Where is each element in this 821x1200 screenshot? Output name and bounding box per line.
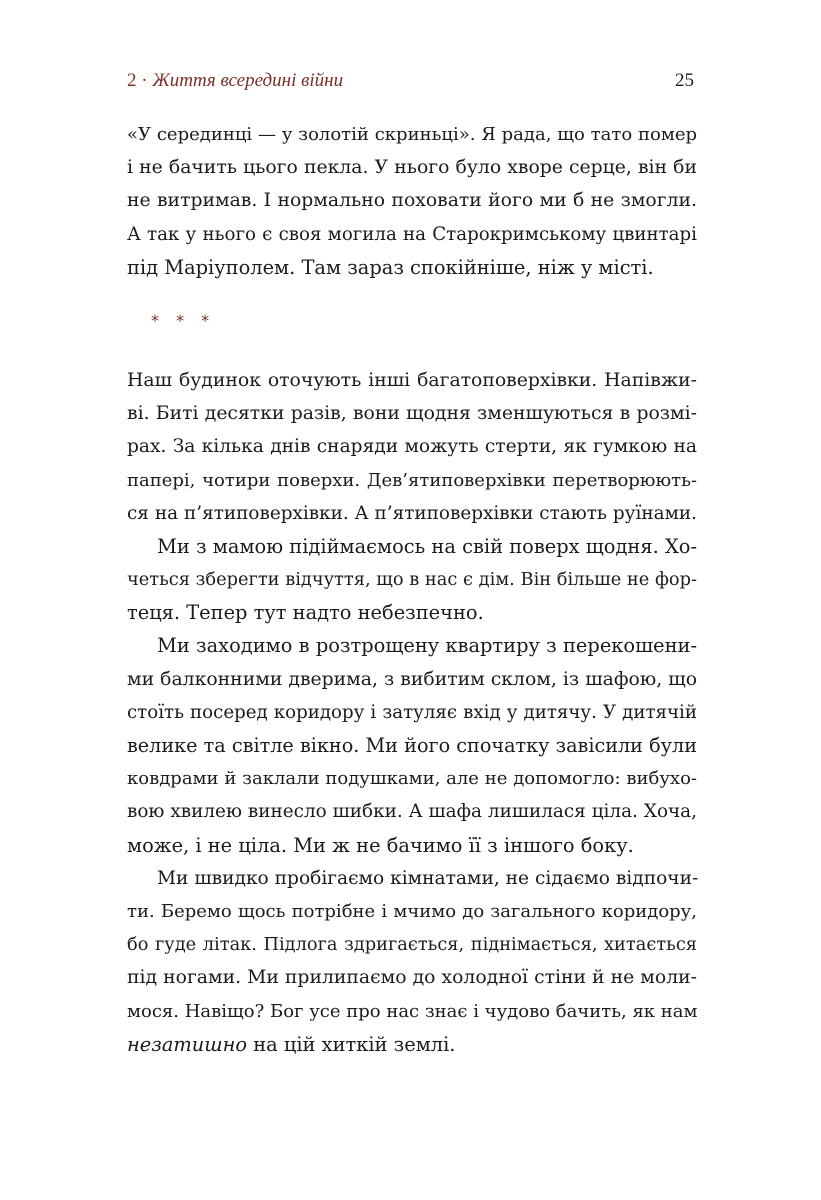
text-line: мося. Навіщо? Бог усе про нас знає і чудово бачить, як нам [127, 1000, 698, 1022]
text-line: і не бачить цього пекла. У нього було хворе серце, він би [127, 157, 697, 179]
text-line: під ногами. Ми прилипаємо до холодної стіни й не моли- [127, 967, 697, 989]
section-break [127, 284, 697, 364]
text-line: четься зберегти відчуття, що в нас є дім. Він більше не фор- [127, 569, 697, 591]
paragraph-5 [127, 862, 697, 1061]
section-break-asterisks: * * * [151, 310, 216, 330]
text-line: «У серединці — у золотій скриньці». Я рада, що тато помер [127, 124, 697, 145]
chapter-number: 2 [127, 70, 137, 91]
line-rest: на цій хиткій землі. [247, 1032, 456, 1056]
page-number: 25 [675, 70, 694, 91]
paragraph-1 [127, 118, 697, 284]
text-line: Ми швидко пробігаємо кімнатами, не сідаємо відпочи- [157, 867, 699, 889]
text-line: ся на п’ятиповерхівки. А п’ятиповерхівки стають руїнами. [127, 502, 697, 524]
text-line: теця. Тепер тут надто небезпечно. [127, 601, 484, 625]
text-line: під Маріуполем. Там зараз спокійніше, ніж у місті. [127, 255, 654, 279]
text-line: велике та світле вікно. Ми його спочатку завісили були [127, 734, 697, 757]
text-line: Ми заходимо в розтрощену квартиру з перекошени- [157, 634, 697, 658]
text-line: Ми з мамою підіймаємось на свій поверх щодня. Хо- [157, 534, 697, 558]
text-line: рах. За кілька днів снаряди можуть стерти, як гумкою на [127, 436, 697, 458]
body-text [127, 118, 697, 1061]
header-separator: · [136, 70, 153, 91]
text-line: ковдрами й заклали подушками, але не допомогло: вибухо- [127, 768, 697, 790]
text-line: ві. Биті десятки разів, вони щодня зменшуються в розмі- [127, 403, 697, 425]
text-line: папері, чотири поверхи. Дев’ятиповерхівки перетворюють- [127, 469, 697, 491]
text-line: ми балконними дверима, з вибитим склом, із шафою, що [127, 668, 697, 690]
chapter-title: Життя всередині війни [152, 70, 344, 91]
emphasized-word: незатишно [127, 1032, 248, 1056]
text-line: не витримав. І нормально поховати його ми б не змогли. [127, 190, 697, 212]
paragraph-3 [127, 530, 697, 630]
text-line: А так у нього є своя могила на Старокримському цвинтарі [127, 223, 697, 245]
paragraph-4 [127, 629, 697, 861]
text-line: вою хвилею винесло шибки. А шафа лишилася ціла. Хоча, [127, 801, 697, 823]
text-line: Наш будинок оточують інші багатоповерхівки. Напівжи- [127, 369, 697, 391]
text-line: бо гуде літак. Підлога здригається, піднімається, хитається [127, 934, 697, 956]
text-line: може, і не ціла. Ми ж не бачимо її з іншого боку. [127, 833, 634, 857]
text-line: ти. Беремо щось потрібне і мчимо до загального коридору, [127, 900, 697, 922]
text-line [127, 1028, 697, 1061]
running-head [127, 70, 343, 92]
text-line: стоїть посеред коридору і затуляє вхід у дитячу. У дитячій [127, 701, 697, 723]
paragraph-2 [127, 364, 697, 530]
